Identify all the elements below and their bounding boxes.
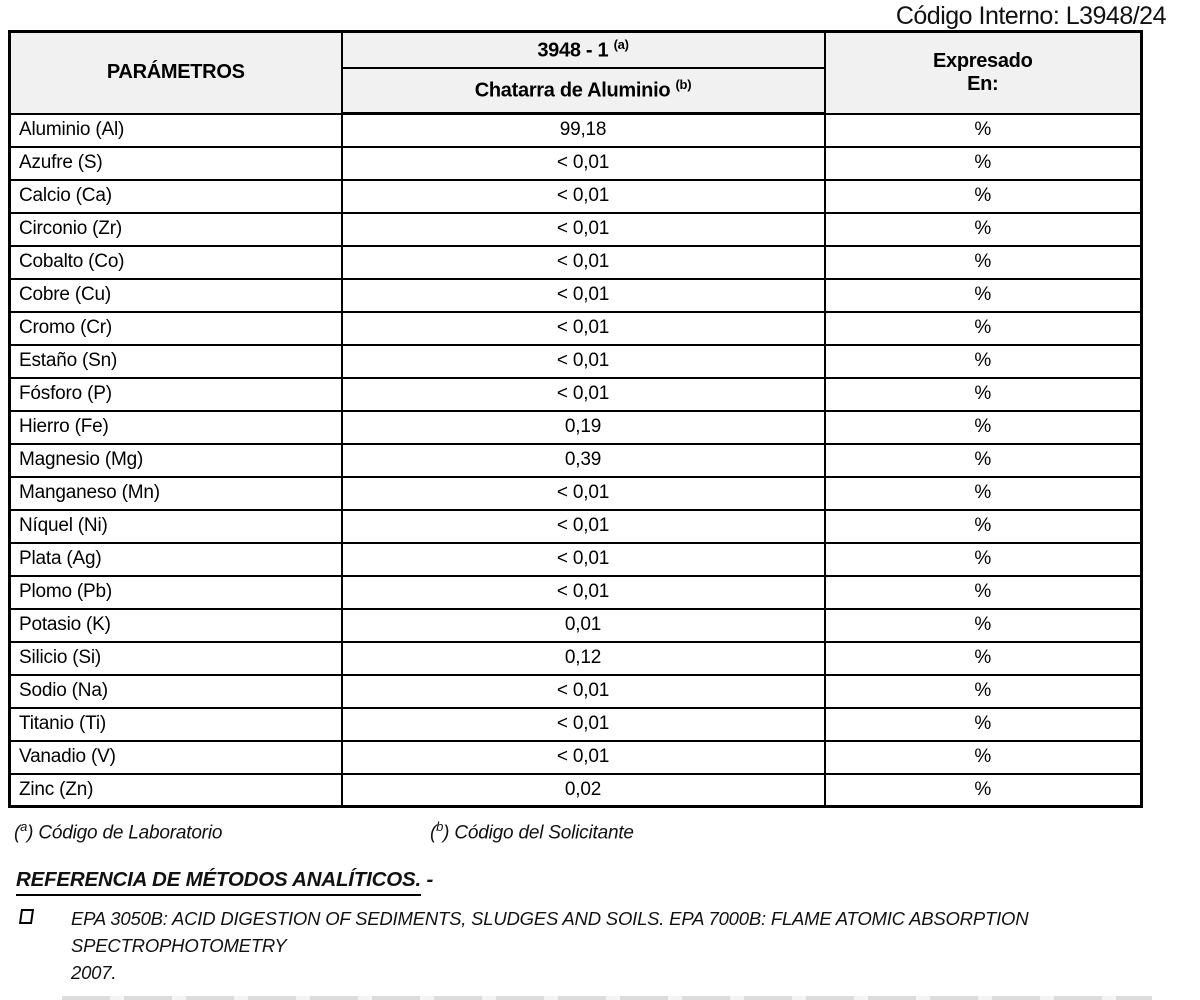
table-row: [10, 576, 1142, 609]
value-cell: < 0,01: [342, 246, 825, 279]
sample-code-text: 3948 - 1: [537, 39, 609, 62]
footnote-b-text: ) Código del Solicitante: [443, 822, 634, 844]
table-header: [10, 32, 1142, 114]
param-cell: Cromo (Cr): [10, 312, 342, 345]
param-cell: Vanadio (V): [10, 741, 342, 774]
unit-cell: %: [825, 114, 1142, 147]
table-row: [10, 642, 1142, 675]
bullet-square-icon: [19, 909, 34, 924]
table-row: [10, 345, 1142, 378]
value-cell: 0,39: [342, 444, 825, 477]
table-row: [10, 246, 1142, 279]
table-row: [10, 543, 1142, 576]
table-body: [10, 114, 1142, 807]
value-cell: < 0,01: [342, 345, 825, 378]
expresado-line2: En:: [967, 72, 999, 95]
unit-cell: %: [825, 741, 1142, 774]
table-row: [10, 510, 1142, 543]
param-cell: Azufre (S): [10, 147, 342, 180]
unit-cell: %: [825, 246, 1142, 279]
table-row: [10, 114, 1142, 147]
footnote-a-paren-open: (: [14, 822, 21, 844]
value-cell: 99,18: [342, 114, 825, 147]
header-row-1: [10, 32, 1142, 68]
table-row: [10, 279, 1142, 312]
param-cell: Magnesio (Mg): [10, 444, 342, 477]
unit-cell: %: [825, 675, 1142, 708]
table-row: [10, 180, 1142, 213]
table-row: [10, 609, 1142, 642]
footnotes: [14, 813, 1200, 844]
unit-cell: %: [825, 279, 1142, 312]
table-row: [10, 213, 1142, 246]
footnote-a-text: ) Código de Laboratorio: [27, 822, 223, 844]
value-cell: < 0,01: [342, 477, 825, 510]
parameters-table: [8, 30, 1143, 808]
unit-cell: %: [825, 510, 1142, 543]
table-row: [10, 378, 1142, 411]
table-row: [10, 411, 1142, 444]
value-cell: < 0,01: [342, 213, 825, 246]
param-cell: Manganeso (Mn): [10, 477, 342, 510]
unit-cell: %: [825, 147, 1142, 180]
value-cell: < 0,01: [342, 708, 825, 741]
column-header-expresado-en: [825, 32, 1142, 114]
table-row: [10, 477, 1142, 510]
param-cell: Sodio (Na): [10, 675, 342, 708]
method-text-line1: EPA 3050B: ACID DIGESTION OF SEDIMENTS, SLUDGES AND SOILS. EPA 7000B: FLAME ATOMIC ABSORPTION SPECTROPHOTOMETRY: [71, 908, 1029, 956]
param-cell: Plata (Ag): [10, 543, 342, 576]
unit-cell: %: [825, 609, 1142, 642]
table-row: [10, 708, 1142, 741]
footnote-a-superscript: a: [20, 819, 28, 834]
sample-name-superscript: (b): [675, 77, 692, 93]
value-cell: 0,12: [342, 642, 825, 675]
param-cell: Fósforo (P): [10, 378, 342, 411]
value-cell: < 0,01: [342, 576, 825, 609]
value-cell: < 0,01: [342, 510, 825, 543]
unit-cell: %: [825, 180, 1142, 213]
method-item: [16, 905, 1200, 986]
internal-code: Código Interno: L3948/24: [895, 2, 1166, 30]
param-cell: Aluminio (Al): [10, 114, 342, 147]
value-cell: 0,19: [342, 411, 825, 444]
value-cell: < 0,01: [342, 312, 825, 345]
unit-cell: %: [825, 312, 1142, 345]
param-cell: Plomo (Pb): [10, 576, 342, 609]
cutoff-text-hint: [62, 996, 1152, 1000]
method-text-line2: 2007.: [71, 962, 117, 983]
unit-cell: %: [825, 708, 1142, 741]
method-text: [71, 905, 1156, 986]
value-cell: < 0,01: [342, 180, 825, 213]
param-cell: Potasio (K): [10, 609, 342, 642]
methods-section: [16, 867, 1200, 986]
footnote-lab-code: [14, 813, 430, 847]
value-cell: 0,01: [342, 609, 825, 642]
value-cell: < 0,01: [342, 279, 825, 312]
expresado-line1: Expresado: [932, 49, 1033, 72]
value-cell: 0,02: [342, 774, 825, 807]
unit-cell: %: [825, 444, 1142, 477]
unit-cell: %: [825, 411, 1142, 444]
table-row: [10, 312, 1142, 345]
methods-heading-suffix: -: [420, 868, 434, 891]
unit-cell: %: [825, 213, 1142, 246]
param-cell: Calcio (Ca): [10, 180, 342, 213]
table-row: [10, 147, 1142, 180]
param-cell: Cobre (Cu): [10, 279, 342, 312]
param-cell: Hierro (Fe): [10, 411, 342, 444]
methods-heading-underlined: REFERENCIA DE MÉTODOS ANALÍTICOS.: [16, 867, 421, 896]
param-cell: Titanio (Ti): [10, 708, 342, 741]
value-cell: < 0,01: [342, 543, 825, 576]
param-cell: Estaño (Sn): [10, 345, 342, 378]
footnote-b-superscript: b: [436, 819, 444, 834]
value-cell: < 0,01: [342, 147, 825, 180]
param-cell: Silicio (Si): [10, 642, 342, 675]
value-cell: < 0,01: [342, 675, 825, 708]
unit-cell: %: [825, 378, 1142, 411]
param-cell: Circonio (Zr): [10, 213, 342, 246]
param-cell: Zinc (Zn): [10, 774, 342, 807]
unit-cell: %: [825, 774, 1142, 807]
methods-heading: [16, 867, 1200, 896]
table-row: [10, 774, 1142, 807]
table-row: [10, 675, 1142, 708]
param-cell: Níquel (Ni): [10, 510, 342, 543]
table-row: [10, 741, 1142, 774]
footnote-client-code: [430, 813, 634, 847]
unit-cell: %: [825, 543, 1142, 576]
footnote-b-paren-open: (: [430, 822, 437, 844]
unit-cell: %: [825, 345, 1142, 378]
column-header-parametros: PARÁMETROS: [10, 32, 342, 114]
unit-cell: %: [825, 477, 1142, 510]
sample-name-text: Chatarra de Aluminio: [474, 80, 671, 103]
unit-cell: %: [825, 642, 1142, 675]
sample-code-superscript: (a): [613, 36, 629, 52]
unit-cell: %: [825, 576, 1142, 609]
column-header-sample-code: [342, 32, 825, 68]
value-cell: < 0,01: [342, 378, 825, 411]
table-row: [10, 444, 1142, 477]
column-header-sample-name: [342, 68, 825, 114]
param-cell: Cobalto (Co): [10, 246, 342, 279]
value-cell: < 0,01: [342, 741, 825, 774]
